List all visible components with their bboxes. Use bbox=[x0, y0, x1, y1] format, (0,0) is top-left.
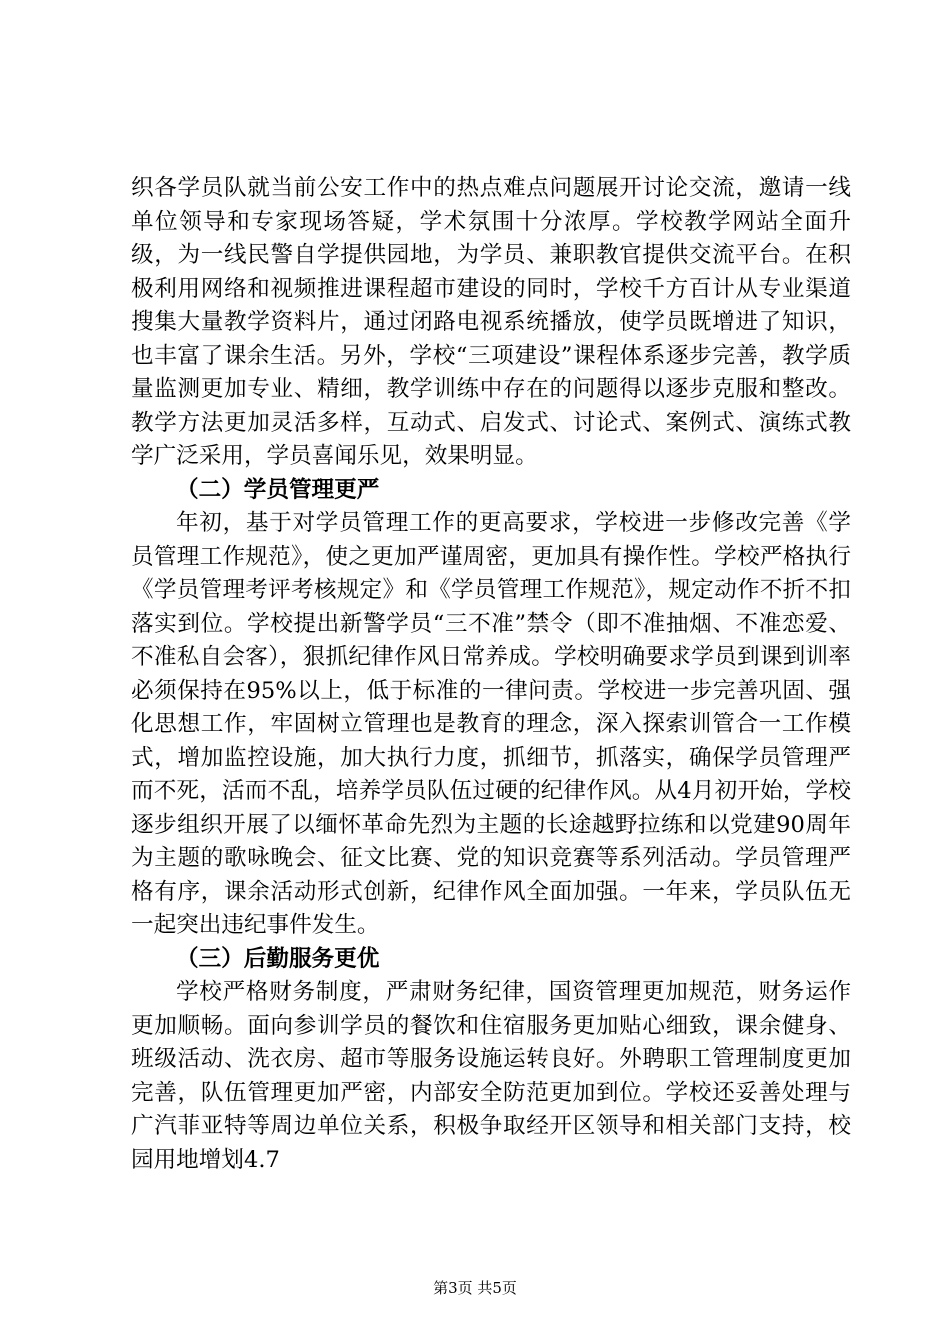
page-footer: 第3页 共5页 bbox=[433, 1279, 517, 1297]
section-heading-student-management: （二）学员管理更严 bbox=[176, 476, 380, 503]
paragraph-logistics: 学校严格财务制度，严肃财务纪律，国资管理更加规范，财务运作更加顺畅。面向参训学员的餐饮和住宿服务更加贴心细致，课余健身、班级活动、洗衣房、超市等服务设施运转良好。外聘职工管理制度更加完善，队伍管理更加严密，内部安全防范更加到位。学校还妥善处理与广汽菲亚特等周边单位关系，积极争取经开区领导和相关部门支持，校园用地增划4.7 bbox=[131, 979, 851, 1173]
paragraph-continuation: 织各学员队就当前公安工作中的热点难点问题展开讨论交流，邀请一线单位领导和专家现场答疑，学术氛围十分浓厚。学校教学网站全面升级，为一线民警自学提供园地，为学员、兼职教官提供交流平台。在积极利用网络和视频推进课程超市建设的同时，学校千方百计从专业渠道搜集大量教学资料片，通过闭路电视系统播放，使学员既增进了知识，也丰富了课余生活。另外，学校“三项建设”课程体系逐步完善，教学质量监测更加专业、精细，教学训练中存在的问题得以逐步克服和整改。教学方法更加灵活多样，互动式、启发式、讨论式、案例式、演练式教学广泛采用，学员喜闻乐见，效果明显。 bbox=[131, 175, 851, 469]
paragraph-student-management: 年初，基于对学员管理工作的更高要求，学校进一步修改完善《学员管理工作规范》，使之更加严谨周密，更加具有操作性。学校严格执行《学员管理考评考核规定》和《学员管理工作规范》，规定动作不折不扣落实到位。学校提出新警学员“三不准”禁令（即不准抽烟、不准恋爱、不准私自会客），狠抓纪律作风日常养成。学校明确要求学员到课到训率必须保持在95%以上，低于标准的一律问责。学校进一步完善巩固、强化思想工作，牢固树立管理也是教育的理念，深入探索训管合一工作模式，增加监控设施，加大执行力度，抓细节，抓落实，确保学员管理严而不死，活而不乱，培养学员队伍过硬的纪律作风。从4月初开始，学校逐步组织开展了以缅怀革命先烈为主题的长途越野拉练和以党建90周年为主题的歌咏晚会、征文比赛、党的知识竞赛等系列活动。学员管理严格有序，课余活动形式创新，纪律作风全面加强。一年来，学员队伍无一起突出违纪事件发生。 bbox=[131, 510, 851, 938]
document-body bbox=[131, 172, 851, 1177]
section-heading-logistics: （三）后勤服务更优 bbox=[176, 945, 380, 972]
